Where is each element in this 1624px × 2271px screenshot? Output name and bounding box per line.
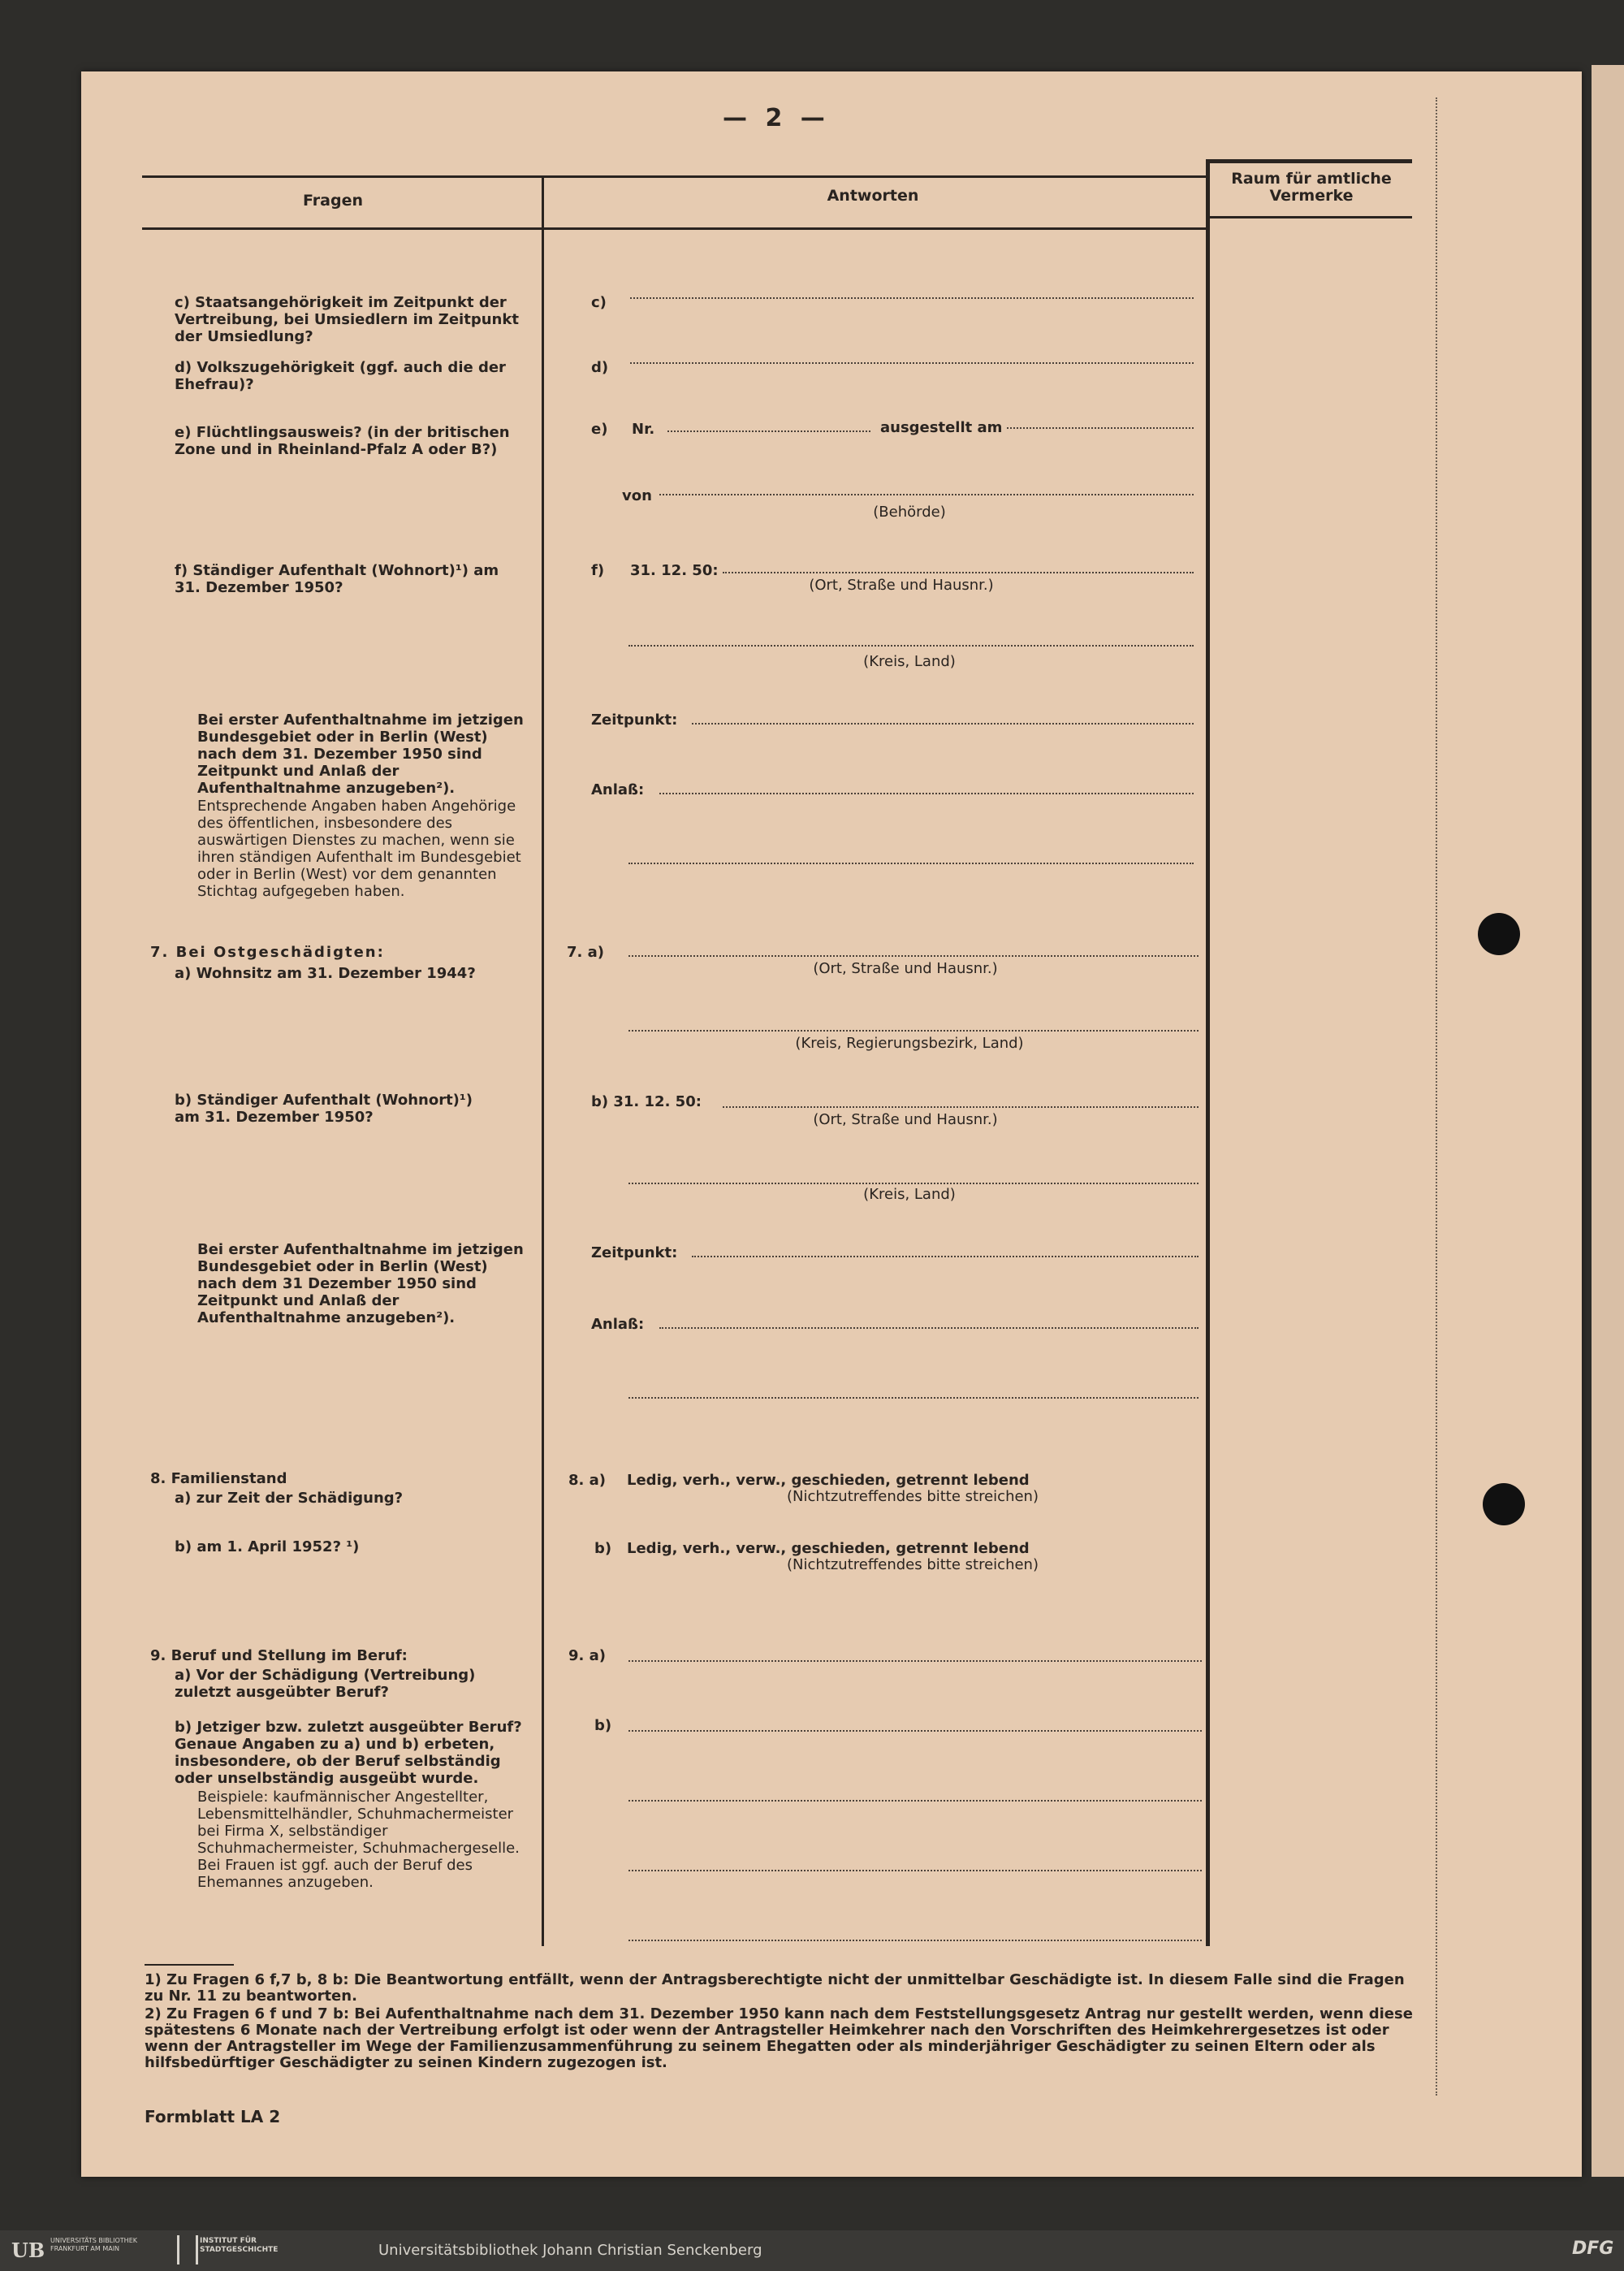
answer-9a-label: 9. a) bbox=[568, 1647, 607, 1664]
question-9b: b) Jetziger bzw. zuletzt ausgeübter Beruf? Genaue Angaben zu a) und b) erbeten, insbesondere, ob der Beruf selbständig oder unselbständig ausgeübt wurde. bbox=[175, 1719, 522, 1787]
answer-d-field[interactable] bbox=[630, 362, 1194, 364]
answer-9b-field-3[interactable] bbox=[628, 1870, 1202, 1871]
header-bottom-rule-right bbox=[1206, 216, 1412, 218]
page-number: — 2 — bbox=[723, 104, 830, 132]
answer-anlass-2-field-2[interactable] bbox=[628, 1397, 1199, 1399]
question-d: d) Volkszugehörigkeit (ggf. auch die der Ehefrau)? bbox=[175, 359, 506, 393]
answer-f-kreis-field[interactable] bbox=[628, 645, 1194, 647]
answer-f-ort-hint: (Ort, Straße und Hausnr.) bbox=[809, 577, 994, 594]
answer-e-behoerde-hint: (Behörde) bbox=[873, 504, 946, 521]
header-amtliche-vermerke: Raum für amtliche Vermerke bbox=[1231, 170, 1392, 205]
header-antworten: Antworten bbox=[827, 187, 919, 205]
answer-e-von-label: von bbox=[622, 487, 652, 504]
answer-e-number-field[interactable] bbox=[667, 430, 870, 432]
answer-anlass-1-field[interactable] bbox=[659, 793, 1194, 794]
answer-9a-field[interactable] bbox=[628, 1660, 1202, 1662]
answer-8a-label: 8. a) bbox=[568, 1472, 607, 1489]
answer-8a-options[interactable]: Ledig, verh., verw., geschieden, getrennt lebend bbox=[627, 1472, 1030, 1489]
answer-9b-field[interactable] bbox=[628, 1730, 1202, 1732]
answer-f-label: f) bbox=[591, 562, 605, 579]
answer-7b-kreis-field[interactable] bbox=[628, 1183, 1199, 1184]
answer-e-date-field[interactable] bbox=[1007, 427, 1194, 429]
question-f: f) Ständiger Aufenthalt (Wohnort)¹) am 31. Dezember 1950? bbox=[175, 562, 499, 596]
question-7: 7. Bei Ostgeschädigten: bbox=[150, 944, 385, 961]
answer-anlass-1-label: Anlaß: bbox=[591, 781, 645, 798]
answer-9b-field-4[interactable] bbox=[628, 1940, 1202, 1941]
answer-e-nr-label: Nr. bbox=[632, 421, 655, 438]
answer-7b-date: b) 31. 12. 50: bbox=[591, 1093, 702, 1110]
answer-e-label: e) bbox=[591, 421, 608, 438]
answer-zeitpunkt-2-label: Zeitpunkt: bbox=[591, 1244, 678, 1261]
perforation-line bbox=[1436, 97, 1437, 2096]
footnote-2: 2) Zu Fragen 6 f und 7 b: Bei Aufenthaltnahme nach dem 31. Dezember 1950 kann nach dem Feststellungsgesetz Antrag nur gestellt werden, wenn diese spätestens 6 Monate nach der Vertreibung erfolgt ist oder wenn der Antragsteller Heimkehrer nach den Vorschriften des Heimkehrergesetzes ist oder wenn der Antragsteller im Wege der Familienzusammenführung zu seinem Ehegatten oder als minderjähriger Geschädigter zu seinen Eltern oder als hilfsbedürftiger Geschädigter zu seinen Kindern zugezogen ist. bbox=[145, 2005, 1413, 2071]
answer-anlass-2-label: Anlaß: bbox=[591, 1316, 645, 1333]
footnote-rule bbox=[145, 1964, 234, 1966]
answer-zeitpunkt-1-field[interactable] bbox=[692, 723, 1194, 725]
adjacent-page-edge bbox=[1592, 65, 1624, 2177]
header-top-rule bbox=[142, 175, 1206, 178]
answer-c-field[interactable] bbox=[630, 297, 1194, 299]
answer-7a-address-field[interactable] bbox=[628, 955, 1199, 957]
question-9a: a) Vor der Schädigung (Vertreibung) zuletzt ausgeübter Beruf? bbox=[175, 1667, 476, 1701]
question-e: e) Flüchtlingsausweis? (in der britischen Zone und in Rheinland-Pfalz A oder B?) bbox=[175, 424, 510, 458]
answer-8b-hint: (Nichtzutreffendes bitte streichen) bbox=[787, 1556, 1039, 1573]
question-8: 8. Familienstand bbox=[150, 1470, 287, 1487]
column-divider-1 bbox=[542, 175, 544, 1946]
question-8a: a) zur Zeit der Schädigung? bbox=[175, 1490, 404, 1507]
answer-7a-ort-hint: (Ort, Straße und Hausnr.) bbox=[813, 960, 998, 977]
header-top-rule-right bbox=[1206, 159, 1412, 163]
question-first-residence-1: Bei erster Aufenthaltnahme im jetzigen Bundesgebiet oder in Berlin (West) nach dem 31. Dezember 1950 sind Zeitpunkt und Anlaß der Aufenthaltnahme anzugeben²). bbox=[197, 712, 524, 797]
footnote-1: 1) Zu Fragen 6 f,7 b, 8 b: Die Beantwortung entfällt, wenn der Antragsberechtigte nicht der unmittelbar Geschädigte ist. In diesem Falle sind die Fragen zu Nr. 11 zu beantworten. bbox=[145, 1971, 1405, 2005]
institute-logo-icon bbox=[177, 2235, 198, 2265]
answer-7a-kreis-hint: (Kreis, Regierungsbezirk, Land) bbox=[795, 1035, 1024, 1052]
question-c: c) Staatsangehörigkeit im Zeitpunkt der Vertreibung, bei Umsiedlern im Zeitpunkt der Umsiedlung? bbox=[175, 294, 519, 345]
question-first-residence-2: Bei erster Aufenthaltnahme im jetzigen Bundesgebiet oder in Berlin (West) nach dem 31 Dezember 1950 sind Zeitpunkt und Anlaß der Aufenthaltnahme anzugeben²). bbox=[197, 1241, 524, 1326]
header-fragen: Fragen bbox=[303, 192, 363, 210]
answer-c-label: c) bbox=[591, 294, 607, 311]
question-8b: b) am 1. April 1952? ¹) bbox=[175, 1538, 360, 1555]
answer-zeitpunkt-1-label: Zeitpunkt: bbox=[591, 712, 678, 729]
answer-9b-label: b) bbox=[594, 1717, 612, 1734]
answer-7b-kreis-hint: (Kreis, Land) bbox=[863, 1186, 956, 1203]
answer-f-date: 31. 12. 50: bbox=[630, 562, 719, 579]
form-label: Formblatt LA 2 bbox=[145, 2107, 281, 2126]
library-footer-bar bbox=[0, 2230, 1624, 2271]
header-bottom-rule bbox=[142, 227, 1206, 230]
answer-anlass-1-field-2[interactable] bbox=[628, 863, 1194, 864]
answer-9b-field-2[interactable] bbox=[628, 1800, 1202, 1802]
ub-logo: UB bbox=[11, 2239, 45, 2262]
question-9b-note: Beispiele: kaufmännischer Angestellter, Lebensmittelhändler, Schuhmachermeister bei Firma X, selbständiger Schuhmachermeister, Schuhmachergeselle. Bei Frauen ist ggf. auch der Beruf des Ehemannes anzugeben. bbox=[197, 1789, 520, 1891]
answer-d-label: d) bbox=[591, 359, 609, 376]
answer-7a-label: 7. a) bbox=[567, 944, 605, 961]
library-name: Universitätsbibliothek Johann Christian Senckenberg bbox=[378, 2242, 762, 2259]
answer-7a-kreis-field[interactable] bbox=[628, 1030, 1199, 1032]
answer-8b-options[interactable]: Ledig, verh., verw., geschieden, getrennt lebend bbox=[627, 1540, 1030, 1557]
ub-logo-text: UNIVERSITÄTS BIBLIOTHEK FRANKFURT AM MAIN bbox=[50, 2237, 137, 2252]
answer-f-address-field[interactable] bbox=[723, 572, 1194, 573]
answer-e-authority-field[interactable] bbox=[659, 494, 1194, 495]
column-divider-2 bbox=[1206, 162, 1210, 1946]
answer-f-kreis-hint: (Kreis, Land) bbox=[863, 653, 956, 670]
punch-hole-upper bbox=[1478, 913, 1520, 955]
answer-e-ausgestellt-label: ausgestellt am bbox=[880, 419, 1003, 436]
question-7b: b) Ständiger Aufenthalt (Wohnort)¹) am 31. Dezember 1950? bbox=[175, 1092, 473, 1126]
answer-8a-hint: (Nichtzutreffendes bitte streichen) bbox=[787, 1488, 1039, 1505]
question-7a: a) Wohnsitz am 31. Dezember 1944? bbox=[175, 965, 476, 982]
question-first-residence-1-note: Entsprechende Angaben haben Angehörige des öffentlichen, insbesondere des auswärtigen Dienstes zu machen, wenn sie ihren ständigen Aufenthalt im Bundesgebiet oder in Berlin (West) vor dem genannten Stichtag aufgegeben haben. bbox=[197, 798, 521, 900]
answer-anlass-2-field[interactable] bbox=[659, 1327, 1199, 1329]
dfg-logo: DFG bbox=[1572, 2239, 1614, 2259]
answer-7b-address-field[interactable] bbox=[723, 1106, 1199, 1108]
institute-text: INSTITUT FÜR STADTGESCHICHTE bbox=[200, 2237, 279, 2254]
answer-7b-ort-hint: (Ort, Straße und Hausnr.) bbox=[813, 1111, 998, 1128]
question-9: 9. Beruf und Stellung im Beruf: bbox=[150, 1647, 408, 1664]
answer-zeitpunkt-2-field[interactable] bbox=[692, 1256, 1199, 1257]
answer-8b-label: b) bbox=[594, 1540, 612, 1557]
punch-hole-lower bbox=[1483, 1483, 1525, 1525]
